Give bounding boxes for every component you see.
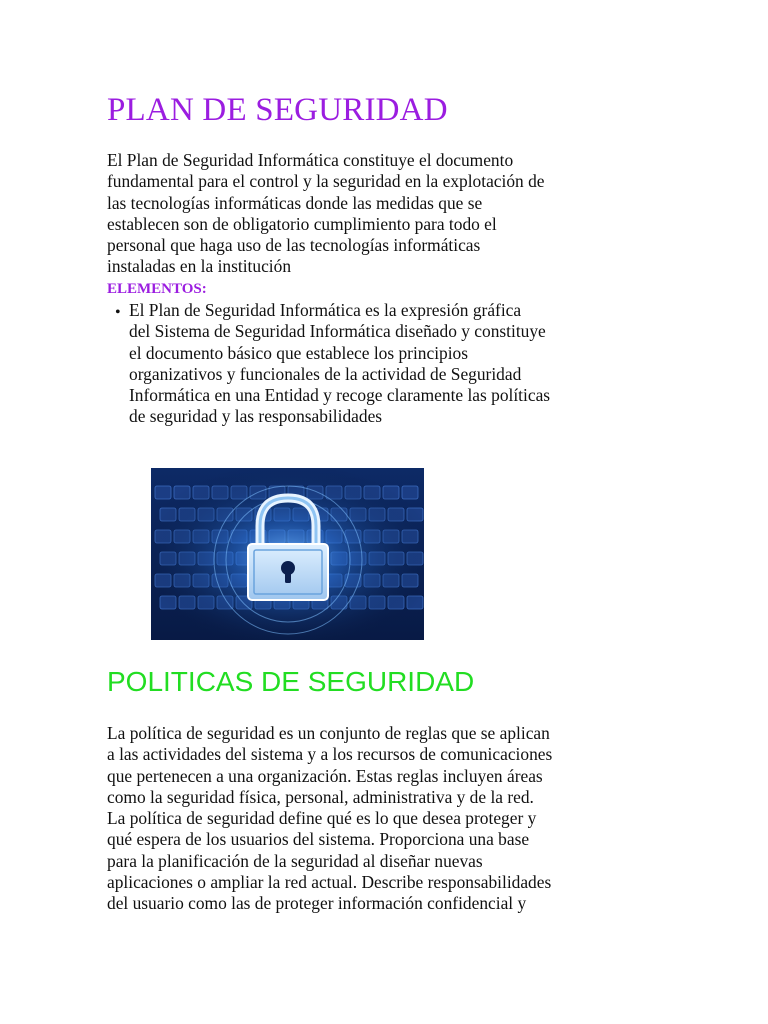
bullet-line: Informática en una Entidad y recoge claramente las políticas bbox=[129, 385, 551, 406]
policy-line: que pertenecen a una organización. Estas reglas incluyen áreas bbox=[107, 765, 543, 786]
bullet-line: el documento básico que establece los principios bbox=[129, 342, 469, 363]
policy-line: La política de seguridad es un conjunto de reglas que se aplican bbox=[107, 723, 550, 743]
policies-paragraph bbox=[107, 723, 687, 915]
policies-heading: POLITICAS DE SEGURIDAD bbox=[107, 666, 475, 697]
bullet-line: de seguridad y las responsabilidades bbox=[129, 406, 383, 427]
intro-line: personal que haga uso de las tecnologías informáticas bbox=[107, 235, 481, 256]
policy-line: del usuario como las de proteger información confidencial y bbox=[107, 893, 527, 914]
padlock-keyboard-image bbox=[151, 468, 424, 640]
policy-line: La política de seguridad define qué es lo que desea proteger y bbox=[107, 808, 537, 829]
bullet-line: del Sistema de Seguridad Informática diseñado y constituye bbox=[129, 321, 546, 342]
intro-line: establecen son de obligatorio cumplimiento para todo el bbox=[107, 213, 497, 234]
policy-line: como la seguridad física, personal, administrativa y de la red. bbox=[107, 786, 534, 807]
policy-line: a las actividades del sistema y a los recursos de comunicaciones bbox=[107, 744, 553, 765]
intro-line: El Plan de Seguridad Informática constituye el documento bbox=[107, 150, 514, 170]
page-title: PLAN DE SEGURIDAD bbox=[107, 92, 448, 128]
policy-line: para la planificación de la seguridad al diseñar nuevas bbox=[107, 850, 483, 871]
padlock-icon bbox=[151, 468, 424, 640]
intro-line: las tecnologías informáticas donde las medidas que se bbox=[107, 192, 483, 213]
policy-line: aplicaciones o ampliar la red actual. Describe responsabilidades bbox=[107, 872, 552, 893]
elements-heading: ELEMENTOS: bbox=[107, 281, 207, 297]
policy-line: qué espera de los usuarios del sistema. Proporciona una base bbox=[107, 829, 530, 850]
intro-line: instaladas en la institución bbox=[107, 256, 292, 277]
intro-line: fundamental para el control y la seguridad en la explotación de bbox=[107, 171, 545, 192]
intro-paragraph bbox=[107, 150, 667, 278]
bullet-line: organizativos y funcionales de la actividad de Seguridad bbox=[129, 363, 522, 384]
bullet-line: El Plan de Seguridad Informática es la expresión gráfica bbox=[129, 300, 522, 320]
bullet-item bbox=[129, 300, 669, 428]
bullet-marker: • bbox=[115, 304, 121, 321]
